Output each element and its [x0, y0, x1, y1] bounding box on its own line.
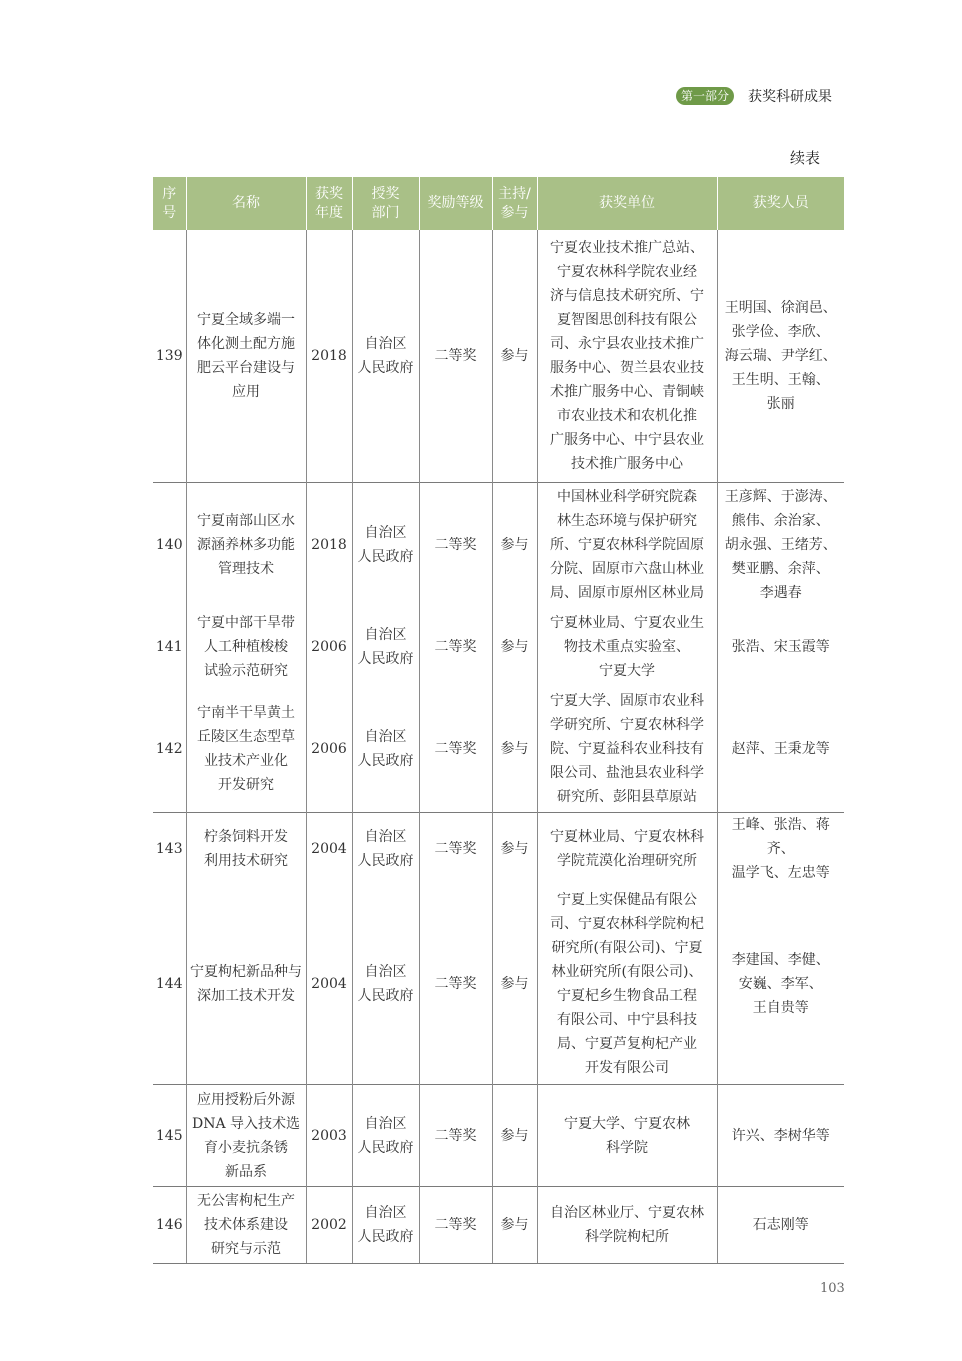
- cell-year: 2018: [306, 230, 352, 482]
- continued-label: 续表: [790, 149, 821, 167]
- cell-role: 参与: [492, 1085, 537, 1187]
- cell-year: 2003: [306, 1085, 352, 1187]
- cell-unit: 宁夏林业局、宁夏农业生 物技术重点实验室、 宁夏大学: [537, 608, 717, 686]
- cell-people: 李建国、李健、 安巍、李军、 王自贵等: [717, 885, 844, 1085]
- page-number: 103: [820, 1281, 845, 1296]
- cell-no: 145: [153, 1085, 186, 1187]
- table-row: [153, 608, 844, 686]
- cell-people: 许兴、李树华等: [717, 1085, 844, 1187]
- cell-no: 144: [155, 976, 183, 993]
- cell-year: 2004: [306, 812, 352, 885]
- awards-table: [153, 177, 844, 1264]
- cell-year: 2002: [306, 1187, 352, 1264]
- cell-unit: 宁夏林业局、宁夏农林科 学院荒漠化治理研究所: [537, 812, 717, 885]
- cell-level: 二等奖: [419, 686, 492, 812]
- section-title: 获奖科研成果: [748, 89, 833, 105]
- col-header-name: 名称: [186, 177, 306, 230]
- cell-role: 参与: [492, 885, 537, 1085]
- col-header-level: 奖励等级: [419, 177, 492, 230]
- cell-unit: 中国林业科学研究院森 林生态环境与保护研究 所、宁夏农林科学院固原 分院、固原市六盘山林业 局、固原市原州区林业局: [537, 482, 717, 608]
- cell-unit: 宁夏大学、固原市农业科 学研究所、宁夏农林科学 院、宁夏益科农业科技有 限公司、盐池县农业科学 研究所、彭阳县草原站: [537, 686, 717, 812]
- cell-no: 140: [153, 482, 186, 608]
- header-row: [153, 177, 844, 230]
- cell-dept: 自治区 人民政府: [352, 482, 419, 608]
- cell-name: 柠条饲料开发 利用技术研究: [186, 812, 306, 885]
- cell-people: 赵萍、王秉龙等: [717, 686, 844, 812]
- table-row: [153, 482, 844, 608]
- cell-dept: 自治区 人民政府: [352, 230, 419, 482]
- cell-dept: 自治区 人民政府: [352, 686, 419, 812]
- cell-level: 二等奖: [419, 1187, 492, 1264]
- running-head: [676, 86, 832, 106]
- cell-role: 参与: [492, 230, 537, 482]
- cell-people: 王明国、徐润邑、 张学俭、李欣、 海云瑞、尹学红、 王生明、王翰、 张丽: [717, 230, 844, 482]
- col-header-role: 主持/ 参与: [492, 177, 537, 230]
- table-row: [153, 1085, 844, 1187]
- cell-dept: 自治区 人民政府: [352, 885, 419, 1085]
- cell-no: 146: [153, 1187, 186, 1264]
- cell-name: 宁夏南部山区水 源涵养林多功能 管理技术: [186, 482, 306, 608]
- cell-dept: 自治区 人民政府: [352, 812, 419, 885]
- cell-dept: 自治区 人民政府: [352, 1085, 419, 1187]
- col-header-no: 序 号: [153, 177, 186, 230]
- cell-level: 二等奖: [419, 812, 492, 885]
- cell-level: 二等奖: [419, 885, 492, 1085]
- col-header-year: 获奖 年度: [306, 177, 352, 230]
- cell-year: 2006: [306, 686, 352, 812]
- table-row: [153, 812, 844, 885]
- section-label: 第一部分: [676, 87, 734, 105]
- col-header-people: 获奖人员: [717, 177, 844, 230]
- table-row: [153, 686, 844, 812]
- table-row: [153, 230, 844, 482]
- cell-name: 宁夏中部干旱带 人工种植梭梭 试验示范研究: [186, 608, 306, 686]
- cell-level: 二等奖: [419, 1085, 492, 1187]
- cell-name: 宁夏全域多端一 体化测土配方施 肥云平台建设与 应用: [186, 230, 306, 482]
- cell-year: 2018: [306, 482, 352, 608]
- cell-level: 二等奖: [419, 482, 492, 608]
- cell-role: 参与: [492, 812, 537, 885]
- cell-dept: 自治区 人民政府: [352, 608, 419, 686]
- cell-role: 参与: [492, 686, 537, 812]
- table-row: [153, 1187, 844, 1264]
- cell-unit: 宁夏上实保健品有限公 司、宁夏农林科学院枸杞 研究所(有限公司)、宁夏 林业研究所(有限公司)、 宁夏杞乡生物食品工程 有限公司、中宁县科技 局、宁夏芦复枸杞产业 开发有限公司: [537, 885, 717, 1085]
- cell-role: 参与: [492, 608, 537, 686]
- cell-level: 二等奖: [419, 230, 492, 482]
- table-row: [153, 885, 844, 1085]
- cell-people: 王彦辉、于澎涛、 熊伟、余治家、 胡永强、王绪芳、 樊亚鹏、余萍、 李遇春: [717, 482, 844, 608]
- col-header-unit: 获奖单位: [537, 177, 717, 230]
- cell-unit: 自治区林业厅、宁夏农林 科学院枸杞所: [537, 1187, 717, 1264]
- cell-name: 应用授粉后外源 DNA 导入技术选 育小麦抗条锈 新品系: [186, 1085, 306, 1187]
- cell-people: 张浩、宋玉霞等: [717, 608, 844, 686]
- cell-name: 无公害枸杞生产 技术体系建设 研究与示范: [186, 1187, 306, 1264]
- cell-unit: 宁夏农业技术推广总站、 宁夏农林科学院农业经 济与信息技术研究所、宁 夏智图思创科技有限公 司、永宁县农业技术推广 服务中心、贺兰县农业技 术推广服务中心、青铜峡 市农业技术和农机化推 广服务中心、中宁县农业 技术推广服务中心: [537, 230, 717, 482]
- cell-role: 参与: [492, 482, 537, 608]
- cell-role: 参与: [492, 1187, 537, 1264]
- cell-unit: 宁夏大学、宁夏农林 科学院: [537, 1085, 717, 1187]
- cell-name: 宁夏枸杞新品种与 深加工技术开发: [186, 885, 306, 1085]
- col-header-dept: 授奖 部门: [352, 177, 419, 230]
- cell-people: 石志刚等: [717, 1187, 844, 1264]
- cell-no: 142: [155, 740, 183, 757]
- cell-no: 139: [155, 347, 183, 364]
- cell-year: 2004: [306, 885, 352, 1085]
- cell-people: 王峰、张浩、蒋齐、 温学飞、左忠等: [717, 812, 844, 885]
- cell-dept: 自治区 人民政府: [352, 1187, 419, 1264]
- cell-year: 2006: [306, 608, 352, 686]
- cell-level: 二等奖: [419, 608, 492, 686]
- cell-name: 宁南半干旱黄土 丘陵区生态型草 业技术产业化 开发研究: [186, 686, 306, 812]
- cell-no: 141: [155, 639, 183, 655]
- cell-no: 143: [153, 812, 186, 885]
